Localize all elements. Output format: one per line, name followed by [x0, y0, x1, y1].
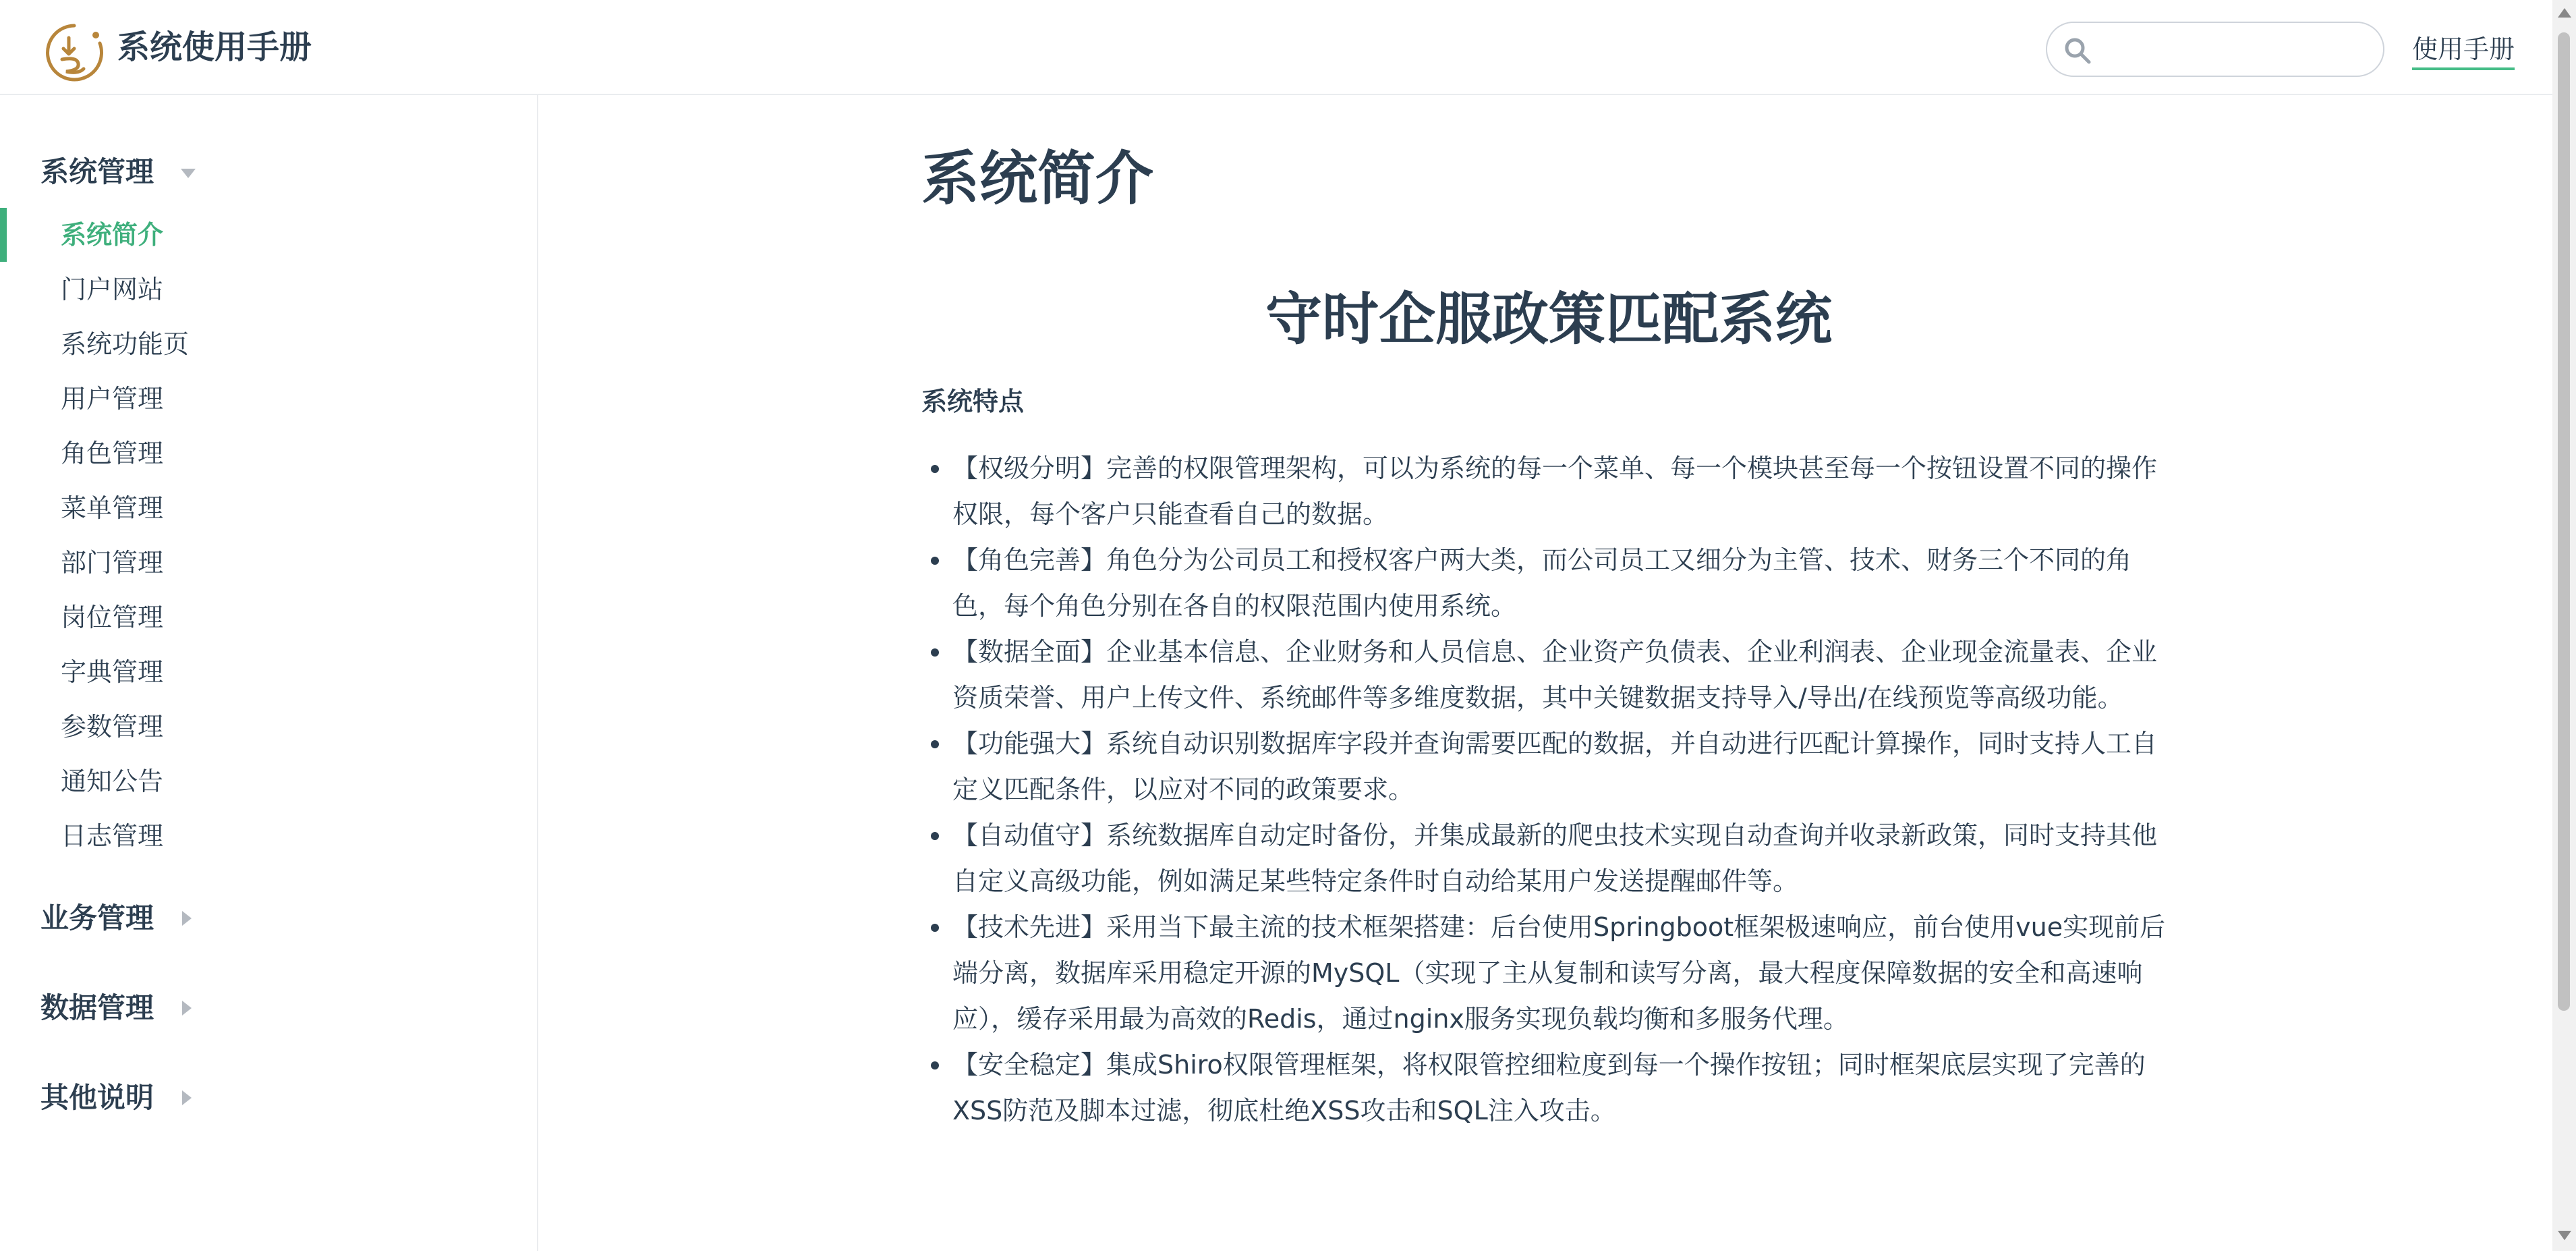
sidebar-item-system-intro[interactable]: 系统简介	[61, 220, 164, 250]
list-item: 【数据全面】企业基本信息、企业财务和人员信息、企业资产负债表、企业利润表、企业现金流量表、企业资质荣誉、用户上传文件、系统邮件等多维度数据，其中关键数据支持导入/导出/在线预览等高级功能。	[952, 629, 2176, 721]
sidebar-group-other-notes[interactable]: 其他说明	[40, 1081, 154, 1114]
chevron-right-icon	[182, 911, 192, 926]
sidebar-item-post-management[interactable]: 岗位管理	[61, 603, 164, 632]
list-item: 【功能强大】系统自动识别数据库字段并查询需要匹配的数据，并自动进行匹配计算操作，同时支持人工自定义匹配条件，以应对不同的政策要求。	[952, 721, 2176, 812]
sidebar-item-parameter-management[interactable]: 参数管理	[61, 712, 164, 742]
features-heading: 系统特点	[921, 387, 1025, 416]
list-item: 【自动值守】系统数据库自动定时备份，并集成最新的爬虫技术实现自动查询并收录新政策，同时支持其他自定义高级功能，例如满足某些特定条件时自动给某用户发送提醒邮件等。	[952, 812, 2176, 904]
sidebar-group-data-management[interactable]: 数据管理	[40, 991, 154, 1024]
chevron-right-icon	[182, 1090, 192, 1105]
features-list	[921, 445, 2176, 1134]
list-item: 【安全稳定】集成Shiro权限管理框架，将权限管控细粒度到每一个操作按钮；同时框架底层实现了完善的XSS防范及脚本过滤，彻底杜绝XSS攻击和SQL注入攻击。	[952, 1042, 2176, 1134]
list-item: 【技术先进】采用当下最主流的技术框架搭建：后台使用Springboot框架极速响应，前台使用vue实现前后端分离，数据库采用稳定开源的MySQL（实现了主从复制和读写分离，最大程度保障数据的安全和高速响应），缓存采用最为高效的Redis，通过nginx服务实现负载均衡和多服务代理。	[952, 904, 2176, 1042]
scroll-down-arrow-icon[interactable]	[2558, 1231, 2571, 1240]
list-item: 【角色完善】角色分为公司员工和授权客户两大类，而公司员工又细分为主管、技术、财务三个不同的角色，每个角色分别在各自的权限范围内使用系统。	[952, 537, 2176, 629]
scroll-up-arrow-icon[interactable]	[2558, 8, 2571, 18]
nav-link-manual[interactable]: 使用手册	[2412, 32, 2515, 70]
page-title: 系统简介	[921, 145, 1153, 213]
sidebar-item-notice[interactable]: 通知公告	[61, 767, 164, 796]
search-box[interactable]	[2046, 22, 2384, 77]
site-logo-icon[interactable]	[42, 20, 107, 85]
sidebar-group-system-management[interactable]: 系统管理	[40, 155, 154, 188]
search-icon	[2063, 36, 2092, 65]
sidebar-item-portal[interactable]: 门户网站	[61, 275, 164, 304]
chevron-right-icon	[182, 1001, 192, 1016]
system-title: 守时企服政策匹配系统	[1265, 286, 1832, 352]
sidebar-item-function-page[interactable]: 系统功能页	[61, 329, 190, 359]
active-indicator	[0, 208, 7, 262]
sidebar	[0, 95, 538, 1251]
sidebar-item-department-management[interactable]: 部门管理	[61, 548, 164, 578]
scrollbar-thumb[interactable]	[2558, 32, 2570, 1011]
site-title[interactable]: 系统使用手册	[117, 28, 312, 66]
sidebar-item-dictionary-management[interactable]: 字典管理	[61, 657, 164, 687]
scrollbar[interactable]	[2552, 0, 2576, 1251]
sidebar-item-role-management[interactable]: 角色管理	[61, 439, 164, 468]
sidebar-item-user-management[interactable]: 用户管理	[61, 384, 164, 414]
sidebar-group-business-management[interactable]: 业务管理	[40, 901, 154, 935]
navbar	[0, 0, 2552, 95]
sidebar-item-log-management[interactable]: 日志管理	[61, 821, 164, 851]
list-item: 【权级分明】完善的权限管理架构，可以为系统的每一个菜单、每一个模块甚至每一个按钮设置不同的操作权限，每个客户只能查看自己的数据。	[952, 445, 2176, 537]
sidebar-item-menu-management[interactable]: 菜单管理	[61, 493, 164, 523]
search-input[interactable]	[2101, 32, 2374, 67]
chevron-down-icon	[181, 169, 196, 178]
